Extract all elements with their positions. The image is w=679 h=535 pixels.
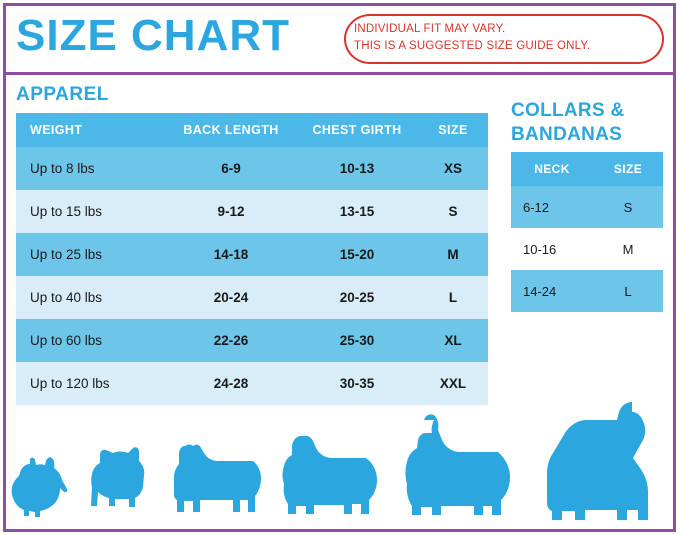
table-row	[511, 228, 663, 270]
column-header-size: SIZE	[418, 113, 488, 147]
column-header-collar-size: SIZE	[593, 152, 663, 186]
apparel-header-row	[16, 113, 488, 147]
column-header-weight: WEIGHT	[16, 113, 166, 147]
apparel-section-label: APPAREL	[16, 84, 109, 105]
collars-size-table	[511, 152, 663, 312]
dog-silhouette-l	[283, 436, 378, 514]
cell-size: L	[418, 276, 488, 319]
column-header-back-length: BACK LENGTH	[166, 113, 296, 147]
table-row	[16, 319, 488, 362]
cell-back-length: 20-24	[166, 276, 296, 319]
cell-chest-girth: 25-30	[296, 319, 418, 362]
cell-collar-size: M	[593, 228, 663, 270]
dog-silhouettes-illustration	[8, 398, 671, 520]
cell-back-length: 24-28	[166, 362, 296, 405]
table-row	[16, 147, 488, 190]
notice-line-2: THIS IS A SUGGESTED SIZE GUIDE ONLY.	[354, 40, 591, 52]
cell-weight: Up to 120 lbs	[16, 362, 166, 405]
cell-size: XS	[418, 147, 488, 190]
notice-line-1: INDIVIDUAL FIT MAY VARY.	[354, 23, 506, 35]
column-header-chest-girth: CHEST GIRTH	[296, 113, 418, 147]
cell-chest-girth: 20-25	[296, 276, 418, 319]
cell-neck: 14-24	[511, 270, 593, 312]
dog-silhouette-xxl	[547, 402, 648, 520]
column-header-neck: NECK	[511, 152, 593, 186]
table-row	[16, 233, 488, 276]
collars-label-line-1: COLLARS &	[511, 100, 625, 121]
cell-chest-girth: 15-20	[296, 233, 418, 276]
cell-collar-size: L	[593, 270, 663, 312]
collars-label-line-2: BANDANAS	[511, 124, 623, 145]
cell-size: S	[418, 190, 488, 233]
table-row	[511, 186, 663, 228]
table-row	[16, 276, 488, 319]
cell-back-length: 6-9	[166, 147, 296, 190]
collars-section-label	[511, 99, 671, 147]
cell-back-length: 22-26	[166, 319, 296, 362]
cell-back-length: 14-18	[166, 233, 296, 276]
cell-chest-girth: 10-13	[296, 147, 418, 190]
cell-weight: Up to 25 lbs	[16, 233, 166, 276]
dog-silhouette-xs	[12, 457, 68, 517]
cell-weight: Up to 40 lbs	[16, 276, 166, 319]
table-row	[16, 190, 488, 233]
cell-size: XXL	[418, 362, 488, 405]
cell-neck: 10-16	[511, 228, 593, 270]
cell-collar-size: S	[593, 186, 663, 228]
cell-size: M	[418, 233, 488, 276]
cell-weight: Up to 60 lbs	[16, 319, 166, 362]
page-title: SIZE CHART	[16, 11, 290, 60]
cell-chest-girth: 13-15	[296, 190, 418, 233]
cell-weight: Up to 15 lbs	[16, 190, 166, 233]
cell-weight: Up to 8 lbs	[16, 147, 166, 190]
table-row	[511, 270, 663, 312]
apparel-size-table	[16, 113, 488, 405]
cell-size: XL	[418, 319, 488, 362]
dog-silhouette-xl	[406, 414, 511, 515]
notice-text	[354, 21, 664, 55]
header-divider	[6, 72, 673, 75]
dog-silhouette-m	[174, 445, 261, 513]
dog-silhouette-s	[91, 447, 144, 507]
cell-chest-girth: 30-35	[296, 362, 418, 405]
collars-header-row	[511, 152, 663, 186]
cell-neck: 6-12	[511, 186, 593, 228]
cell-back-length: 9-12	[166, 190, 296, 233]
